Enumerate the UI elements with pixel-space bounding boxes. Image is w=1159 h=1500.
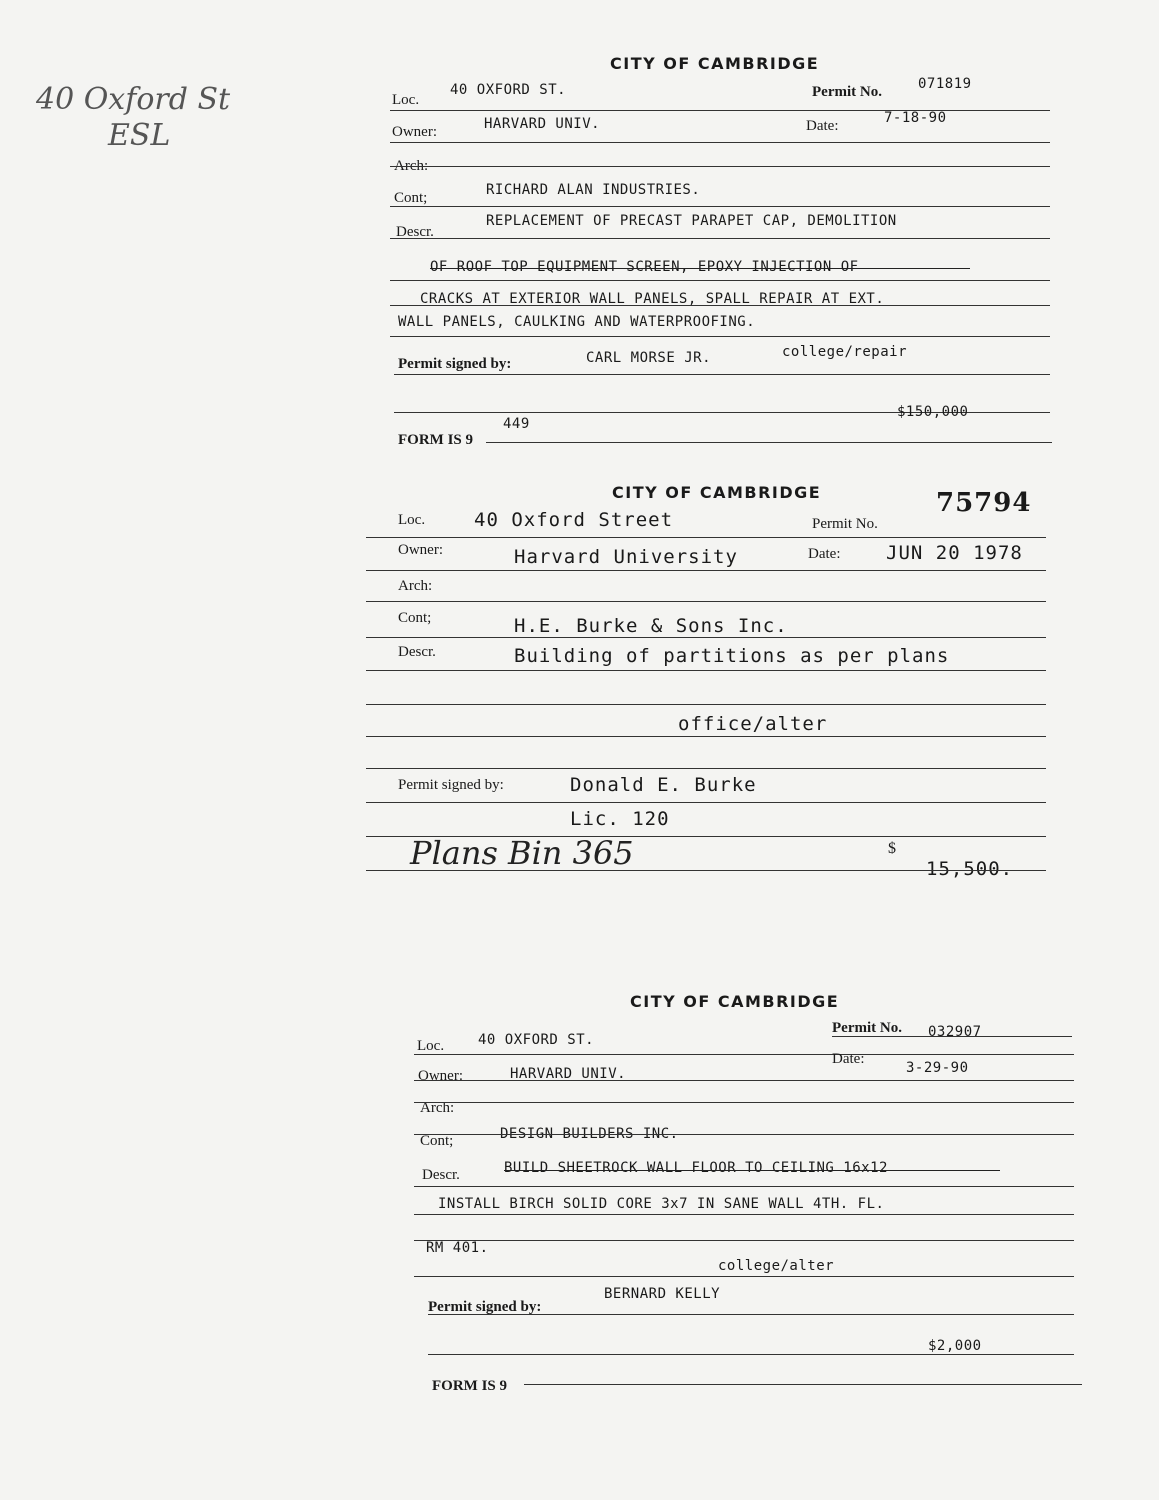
- arch-label: Arch:: [398, 578, 433, 594]
- card-title: CITY OF CAMBRIDGE: [630, 992, 840, 1011]
- descr-line-3: RM 401.: [426, 1240, 489, 1256]
- descr-line-2: INSTALL BIRCH SOLID CORE 3x7 IN SANE WALL 4TH. FL.: [438, 1196, 885, 1212]
- form-number-value: 449: [503, 416, 530, 432]
- owner-label: Owner:: [418, 1068, 463, 1084]
- handwritten-address-note: 40 Oxford St: [36, 82, 231, 117]
- permit-signed-label: Permit signed by:: [398, 356, 512, 372]
- descr-line-1: BUILD SHEETROCK WALL FLOOR TO CEILING 16x12: [504, 1160, 888, 1176]
- owner-label: Owner:: [392, 124, 437, 140]
- cont-value: DESIGN BUILDERS INC.: [500, 1126, 679, 1142]
- loc-label: Loc.: [392, 92, 420, 108]
- cont-label: Cont;: [420, 1133, 454, 1149]
- loc-value: 40 OXFORD ST.: [450, 82, 567, 98]
- permit-no-label: Permit No.: [812, 84, 882, 100]
- owner-label: Owner:: [398, 542, 443, 558]
- use-classification: college/alter: [718, 1258, 835, 1274]
- loc-value: 40 OXFORD ST.: [478, 1032, 595, 1048]
- owner-value: Harvard University: [514, 546, 738, 568]
- amount-value: $150,000: [897, 404, 969, 420]
- loc-label: Loc.: [398, 512, 426, 528]
- cont-value: RICHARD ALAN INDUSTRIES.: [486, 182, 701, 198]
- permit-signed-label: Permit signed by:: [398, 777, 504, 793]
- date-value: JUN 20 1978: [886, 542, 1023, 564]
- permit-signed-value: Donald E. Burke: [570, 774, 757, 796]
- stamped-permit-number: 75794: [936, 488, 1032, 518]
- date-value: 7-18-90: [884, 110, 947, 126]
- cont-label: Cont;: [398, 610, 432, 626]
- license-number: Lic. 120: [570, 808, 670, 830]
- use-classification: office/alter: [678, 713, 828, 735]
- date-value: 3-29-90: [906, 1060, 969, 1076]
- form-label: FORM IS 9: [398, 432, 473, 448]
- date-label: Date:: [806, 118, 839, 134]
- dollar-sign: $: [888, 840, 896, 857]
- descr-label: Descr.: [396, 224, 434, 240]
- permit-signed-value: BERNARD KELLY: [604, 1286, 721, 1302]
- form-label: FORM IS 9: [432, 1378, 507, 1394]
- descr-line-1: REPLACEMENT OF PRECAST PARAPET CAP, DEMOLITION: [486, 213, 897, 229]
- loc-value: 40 Oxford Street: [474, 509, 674, 531]
- descr-line-3: CRACKS AT EXTERIOR WALL PANELS, SPALL REPAIR AT EXT.: [420, 291, 885, 307]
- permit-no-value: 071819: [918, 76, 972, 92]
- amount-value: 15,500.: [926, 858, 1014, 880]
- permit-no-label: Permit No.: [812, 516, 878, 532]
- card-title: CITY OF CAMBRIDGE: [612, 483, 822, 502]
- descr-line-4: WALL PANELS, CAULKING AND WATERPROOFING.: [398, 314, 756, 330]
- permit-signed-value: CARL MORSE JR.: [586, 350, 712, 366]
- owner-value: HARVARD UNIV.: [484, 116, 601, 132]
- loc-label: Loc.: [417, 1038, 445, 1054]
- handwritten-plans-note: Plans Bin 365: [410, 834, 634, 872]
- date-label: Date:: [832, 1051, 865, 1067]
- handwritten-esl-note: ESL: [108, 118, 171, 153]
- cont-label: Cont;: [394, 190, 428, 206]
- date-label: Date:: [808, 546, 841, 562]
- permit-signed-label: Permit signed by:: [428, 1299, 542, 1315]
- permit-no-value: 032907: [928, 1024, 982, 1040]
- amount-value: $2,000: [928, 1338, 982, 1354]
- use-classification: college/repair: [782, 344, 908, 360]
- cont-value: H.E. Burke & Sons Inc.: [514, 615, 788, 637]
- descr-label: Descr.: [398, 644, 436, 660]
- descr-value: Building of partitions as per plans: [514, 645, 950, 667]
- arch-label: Arch:: [394, 158, 429, 174]
- card-title: CITY OF CAMBRIDGE: [610, 54, 820, 73]
- permit-no-label: Permit No.: [832, 1020, 902, 1036]
- descr-label: Descr.: [422, 1167, 460, 1183]
- descr-line-2: OF ROOF TOP EQUIPMENT SCREEN, EPOXY INJECTION OF: [430, 259, 859, 275]
- owner-value: HARVARD UNIV.: [510, 1066, 627, 1082]
- arch-label: Arch:: [420, 1100, 455, 1116]
